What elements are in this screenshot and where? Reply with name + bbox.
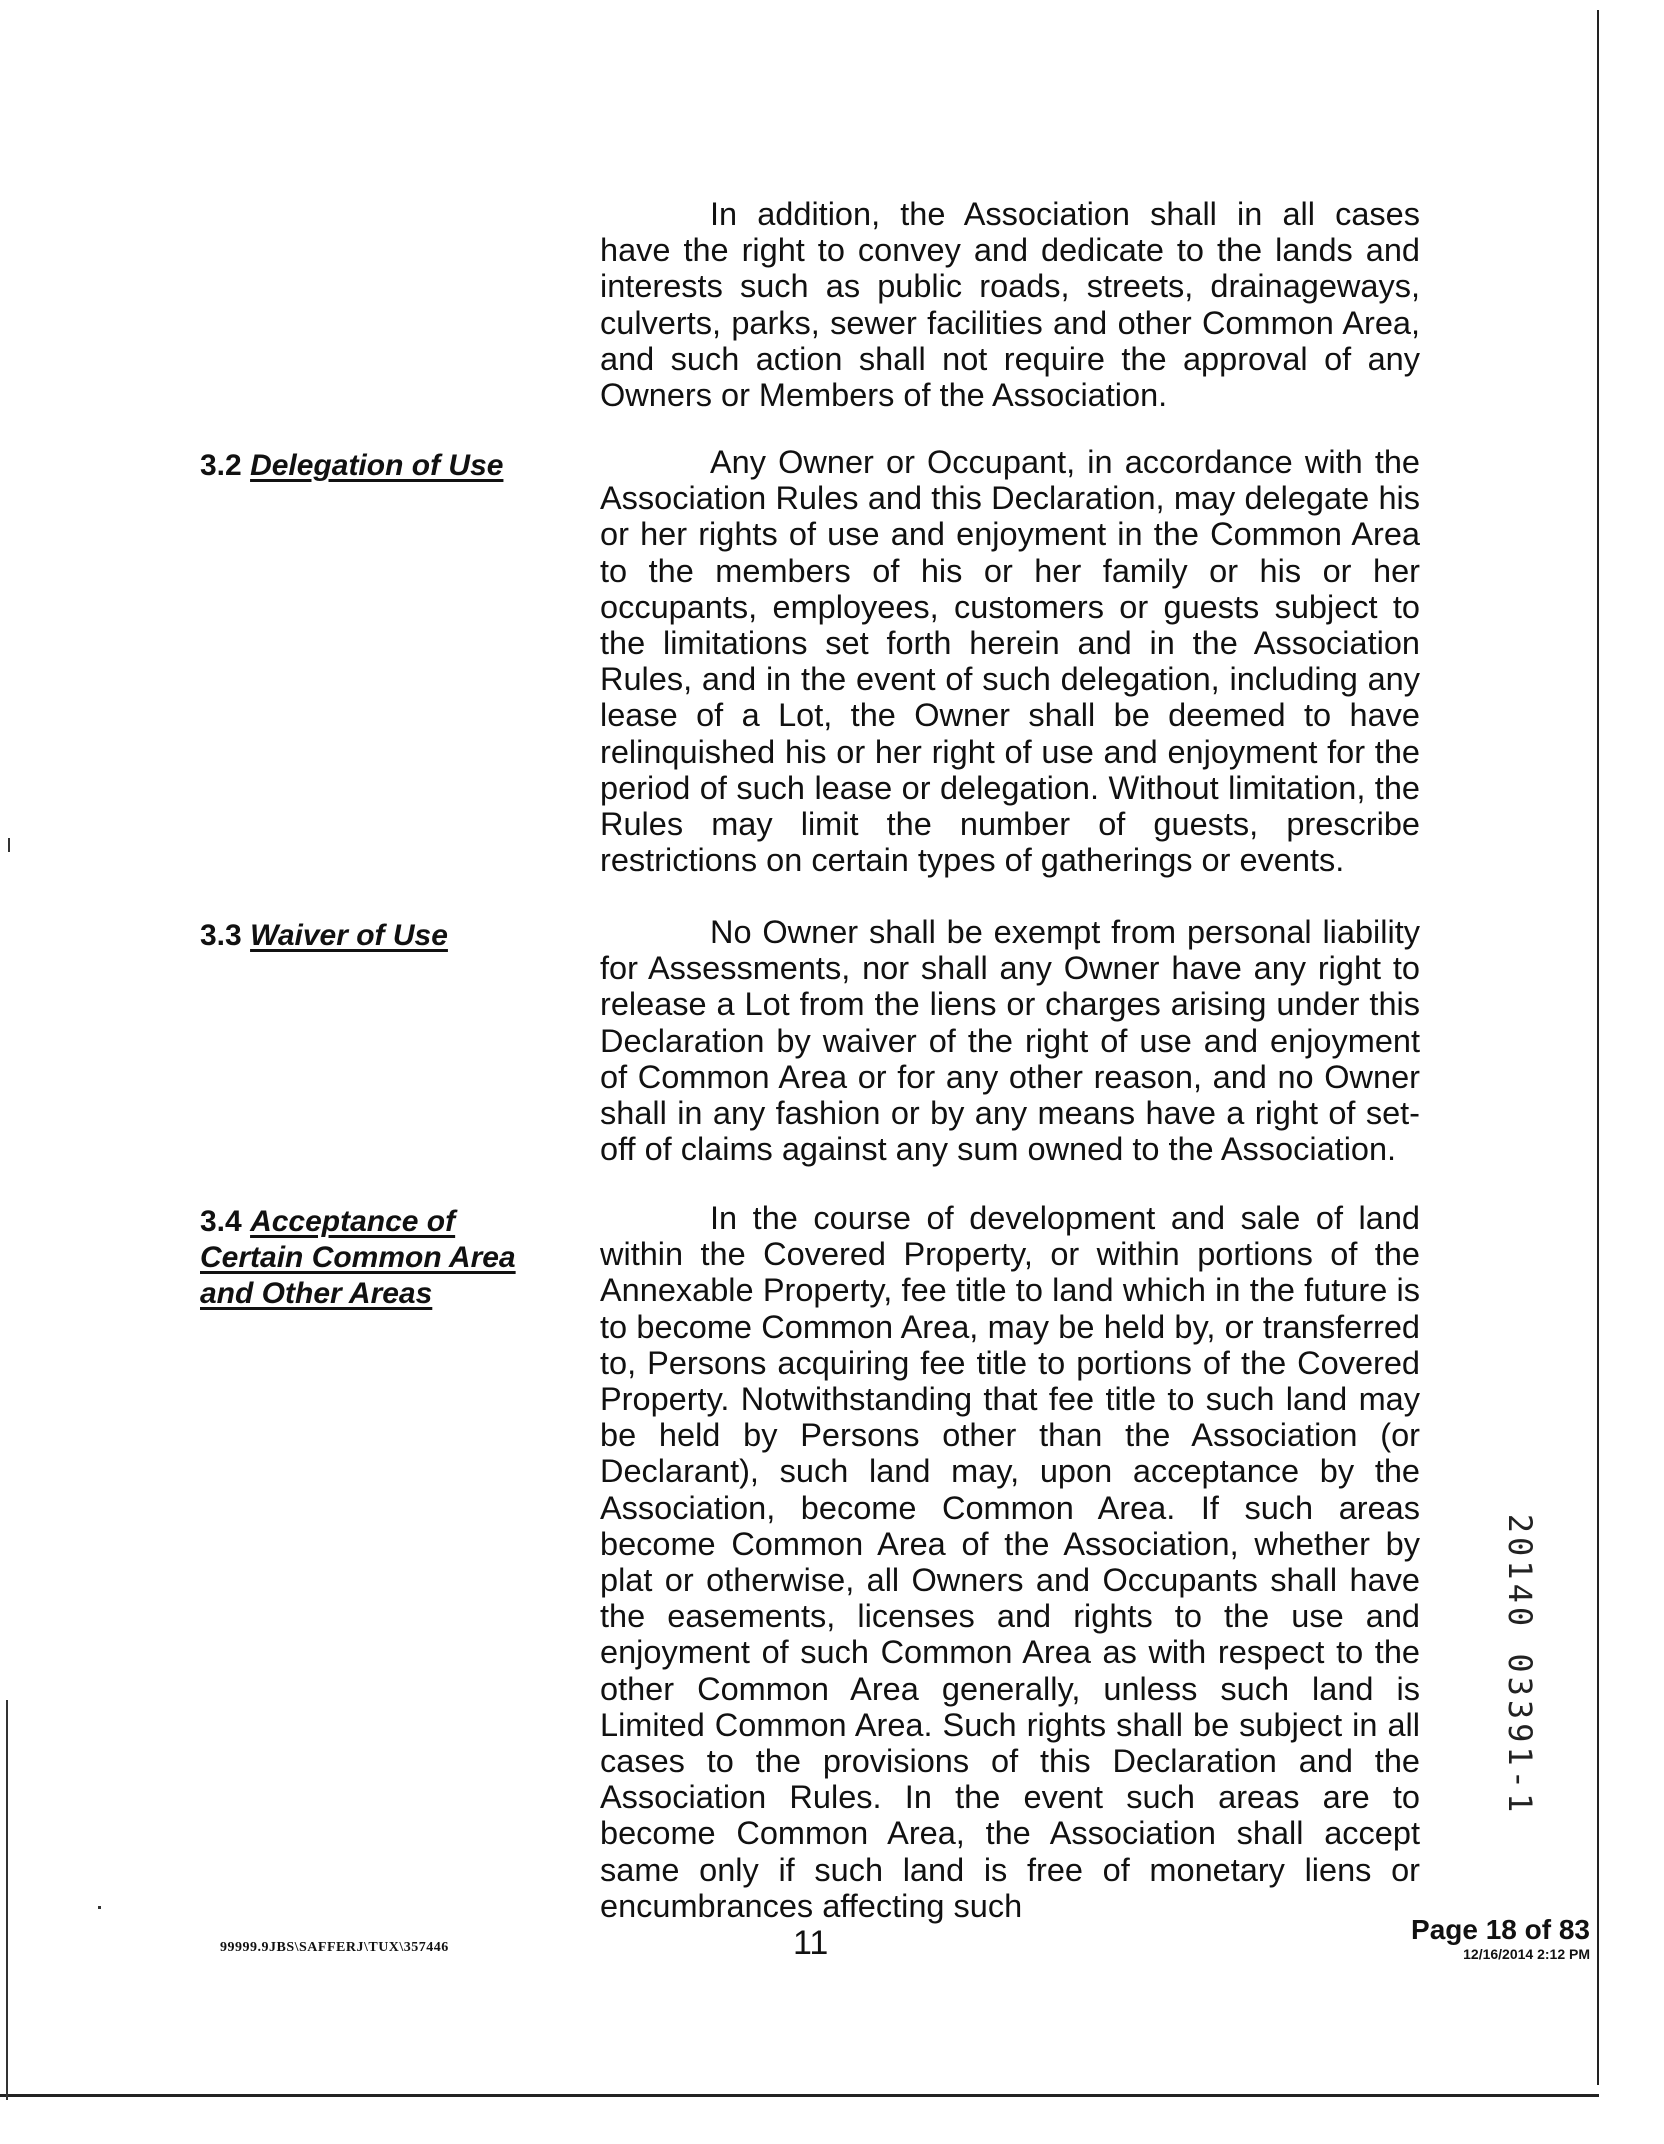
- footer-timestamp: 12/16/2014 2:12 PM: [1463, 1946, 1590, 1962]
- scan-edge-left: [6, 1700, 8, 2100]
- scan-edge-right: [1597, 10, 1599, 2085]
- recording-stamp: 20140 03391-1: [1501, 1513, 1539, 1817]
- page-count-label: Page 18 of 83: [1411, 1914, 1590, 1945]
- scan-speck: [98, 1906, 101, 1909]
- scan-speck: [8, 838, 10, 852]
- section-heading-3-3: 3.3 Waiver of Use: [200, 919, 448, 952]
- scan-edge-bottom: [0, 2094, 1599, 2097]
- section-body-3-2: Any Owner or Occupant, in accordance with the Association Rules and this Declaration, may delegate his or her rights of use and enjoyment in the Common Area to the members of his or her family or his or her occupants, employees, customers or guests subject to the limitations set forth herein and in the Association Rules, and in the event of such delegation, including any lease of a Lot, the Owner shall be deemed to have relinquished his or her right of use and enjoyment for the period of such lease or delegation. Without limitation, the Rules may limit the number of guests, prescribe restrictions on certain types of gatherings or events.: [600, 444, 1420, 879]
- section-heading-3-4: 3.4 Acceptance of Certain Common Area and Other Areas: [200, 1205, 516, 1310]
- footer-page-info: [1380, 1914, 1590, 1962]
- section-body-3-4: In the course of development and sale of land within the Covered Property, or within portions of the Annexable Property, fee title to land which in the future is to become Common Area, may be held by, or transferred to, Persons acquiring fee title to portions of the Covered Property. Notwithstanding that fee title to such land may be held by Persons other than the Association (or Declarant), such land may, upon acceptance by the Association, become Common Area. If such areas become Common Area of the Association, whether by plat or otherwise, all Owners and Occupants shall have the easements, licenses and rights to the use and enjoyment of such Common Area as with respect to the other Common Area generally, unless such land is Limited Common Area. Such rights shall be subject in all cases to the provisions of this Declaration and the Association Rules. In the event such areas are to become Common Area, the Association shall accept same only if such land is free of monetary liens or encumbrances affecting such: [600, 1200, 1420, 1924]
- intro-paragraph: In addition, the Association shall in all cases have the right to convey and dedicate to the lands and interests such as public roads, streets, drainageways, culverts, parks, sewer facilities and other Common Area, and such action shall not require the approval of any Owners or Members of the Association.: [600, 196, 1420, 414]
- footer-page-number: 11: [793, 1924, 829, 1962]
- section-body-3-3: No Owner shall be exempt from personal liability for Assessments, nor shall any Owner have any right to release a Lot from the liens or charges arising under this Declaration by waiver of the right of use and enjoyment of Common Area or for any other reason, and no Owner shall in any fashion or by any means have a right of set-off of claims against any sum owned to the Association.: [600, 914, 1420, 1168]
- section-heading-3-2: 3.2 Delegation of Use: [200, 449, 504, 482]
- footer-doc-id: 99999.9JBS\SAFFERJ\TUX\357446: [220, 1940, 449, 1955]
